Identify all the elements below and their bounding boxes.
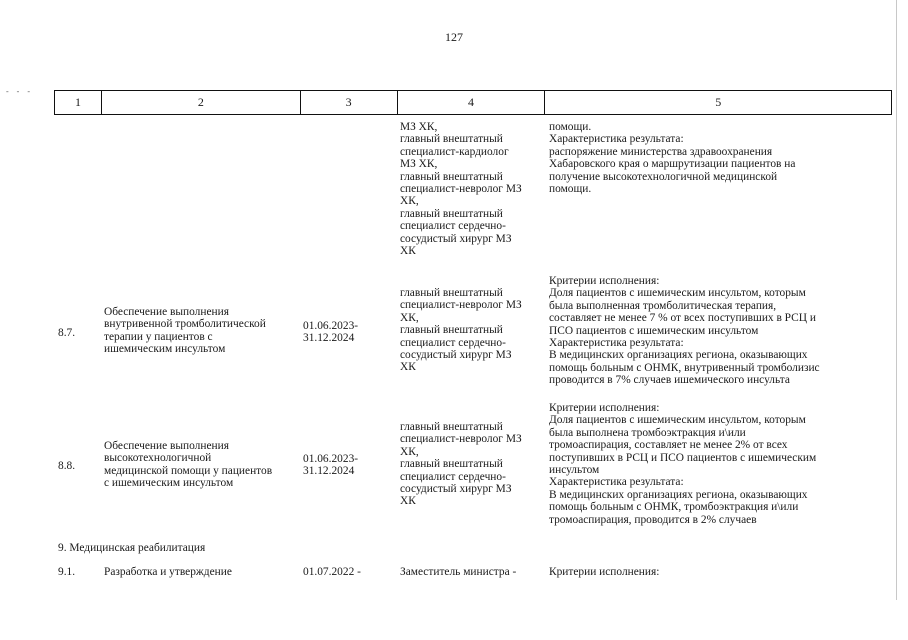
- header-col-3: 3: [301, 91, 398, 114]
- row-number: 8.7.: [58, 327, 76, 339]
- continuation-responsible: МЗ ХК, главный внештатный специалист-кардиолог МЗ ХК, главный внештатный специалист-невролог МЗ ХК, главный внештатный специалист сердечно- сосудистый хирург МЗ ХК: [400, 121, 522, 258]
- row-dates: 01.07.2022 -: [303, 566, 361, 578]
- row-number: 8.8.: [58, 460, 76, 472]
- row-number: 9.1.: [58, 566, 76, 578]
- scan-edge-line: [896, 0, 897, 600]
- scan-marks: - - -: [6, 87, 33, 96]
- continuation-result: помощи. Характеристика результата: распоряжение министерства здравоохранения Хабаровского края о маршрутизации пациентов на получение высокотехнологичной медицинской помощи.: [549, 121, 796, 196]
- row-dates: 01.06.2023- 31.12.2024: [303, 453, 359, 478]
- header-col-1: 1: [55, 91, 102, 114]
- table-header: [54, 90, 892, 115]
- row-dates: 01.06.2023- 31.12.2024: [303, 320, 359, 345]
- row-responsible: главный внештатный специалист-невролог МЗ ХК, главный внештатный специалист сердечно- сосудистый хирург МЗ ХК: [400, 287, 522, 374]
- page-number: 127: [445, 30, 463, 44]
- header-col-2: 2: [102, 91, 301, 114]
- header-col-5: 5: [545, 91, 892, 114]
- row-title: Обеспечение выполнения высокотехнологичной медицинской помощи у пациентов с ишемическим инсультом: [104, 440, 273, 490]
- row-result: Критерии исполнения: Доля пациентов с ишемическим инсультом, которым была выполненная тромболитическая терапия, составляет не менее 7 % от всех поступивших в РСЦ и ПСО пациентов с ишемическим инсультом Характеристика результата: В медицинских организациях региона, оказывающих помощь больным с ОНМК, внутривенный тромболизис проводится в 7% случаев ишемического инсульта: [549, 275, 820, 387]
- row-title: Обеспечение выполнения внутривенной тромболитической терапии у пациентов с ишемическим инсультом: [104, 306, 266, 356]
- section-heading: 9. Медицинская реабилитация: [58, 542, 206, 554]
- row-responsible: главный внештатный специалист-невролог МЗ ХК, главный внештатный специалист сердечно- сосудистый хирург МЗ ХК: [400, 421, 522, 508]
- row-result: Критерии исполнения: Доля пациентов с ишемическим инсультом, которым была выполнена тромбоэктракция и\или тромоаспирация, составляет не менее 2% от всех поступивших в РСЦ и ПСО пациентов с ишемическим инсультом Характеристика результата: В медицинских организациях региона, оказывающих помощь больным с ОНМК, тромбоэктракция и\или тромоаспирация, проводится в 2% случаев: [549, 402, 817, 526]
- header-col-4: 4: [398, 91, 546, 114]
- row-result: Критерии исполнения:: [549, 566, 660, 578]
- row-responsible: Заместитель министра -: [400, 566, 517, 578]
- row-title: Разработка и утверждение: [104, 566, 232, 578]
